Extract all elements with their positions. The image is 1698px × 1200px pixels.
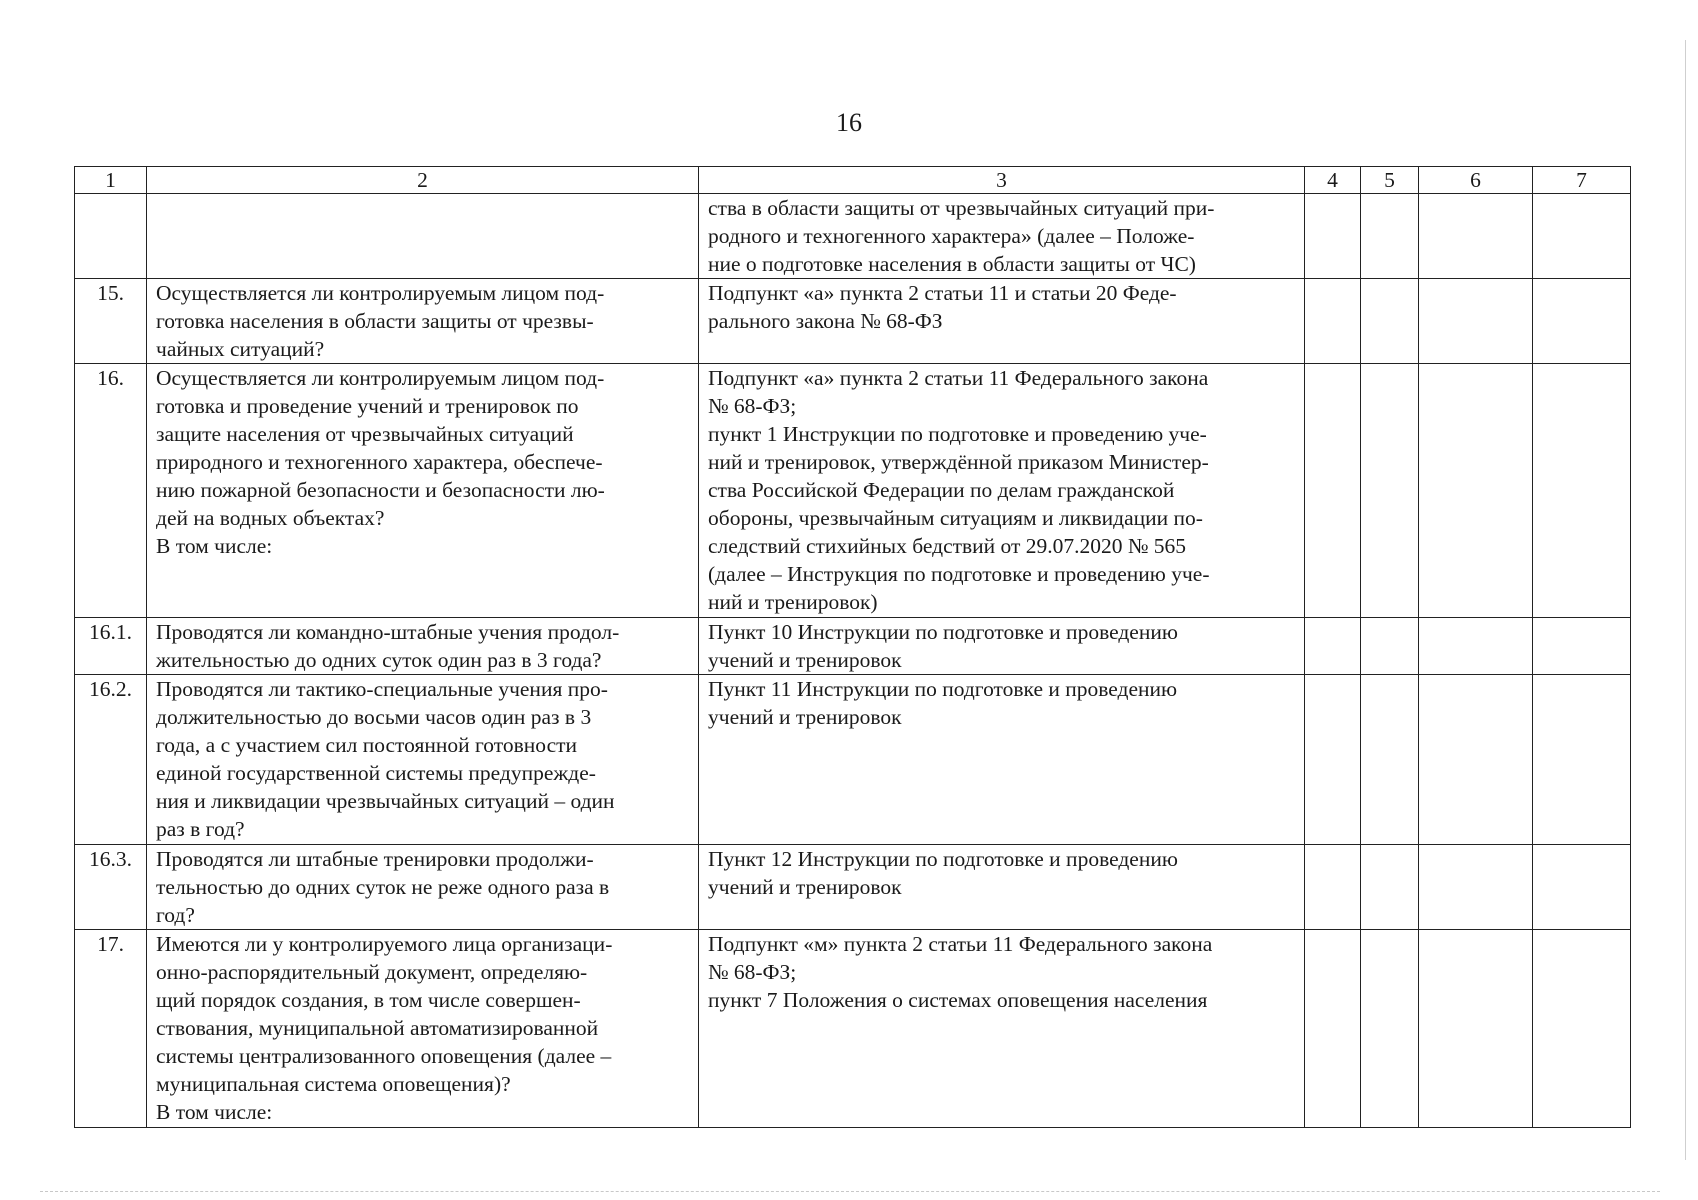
question-line: В том числе: xyxy=(156,1100,273,1124)
legal-basis-cell xyxy=(699,194,1305,279)
answer-cell-6 xyxy=(1419,194,1533,279)
answer-cell-4 xyxy=(1305,364,1361,618)
basis-line: Подпункт «а» пункта 2 статьи 11 и статьи 20 Феде- xyxy=(708,281,1177,305)
answer-cell-5 xyxy=(1361,618,1419,675)
question-cell xyxy=(147,279,699,364)
question-cell xyxy=(147,618,699,675)
answer-cell-6 xyxy=(1419,279,1533,364)
basis-line: Пункт 11 Инструкции по подготовке и проведению xyxy=(708,677,1178,701)
question-line: Осуществляется ли контролируемым лицом под- xyxy=(156,281,605,305)
row-number: 16.3. xyxy=(75,845,147,930)
answer-cell-5 xyxy=(1361,930,1419,1128)
question-line: Проводятся ли штабные тренировки продолжи- xyxy=(156,847,594,871)
basis-line: рального закона № 68-ФЗ xyxy=(708,309,943,333)
legal-basis-cell xyxy=(699,845,1305,930)
question-line: готовка населения в области защиты от чрезвы- xyxy=(156,309,594,333)
basis-line: ние о подготовке населения в области защиты от ЧС) xyxy=(708,252,1196,276)
header-row xyxy=(75,167,1631,194)
basis-line: ний и тренировок, утверждённой приказом Министер- xyxy=(708,450,1209,474)
header-cell-4: 4 xyxy=(1305,167,1361,194)
row-number: 16. xyxy=(75,364,147,618)
question-cell xyxy=(147,364,699,618)
basis-line: № 68-ФЗ; xyxy=(708,394,797,418)
table-row xyxy=(75,618,1631,675)
header-cell-1: 1 xyxy=(75,167,147,194)
row-number xyxy=(75,194,147,279)
question-line: онно-распорядительный документ, определяю- xyxy=(156,960,588,984)
answer-cell-4 xyxy=(1305,930,1361,1128)
basis-line: (далее – Инструкция по подготовке и проведению уче- xyxy=(708,562,1210,586)
answer-cell-6 xyxy=(1419,675,1533,845)
table-row xyxy=(75,675,1631,845)
answer-cell-7 xyxy=(1533,845,1631,930)
scan-edge-bottom xyxy=(40,1190,1660,1192)
answer-cell-7 xyxy=(1533,618,1631,675)
answer-cell-5 xyxy=(1361,675,1419,845)
question-line: должительностью до восьми часов один раз в 3 xyxy=(156,705,592,729)
question-line: системы централизованного оповещения (далее – xyxy=(156,1044,612,1068)
answer-cell-7 xyxy=(1533,279,1631,364)
question-line: дей на водных объектах? xyxy=(156,506,385,530)
basis-line: № 68-ФЗ; xyxy=(708,960,797,984)
question-cell xyxy=(147,930,699,1128)
question-line: тельностью до одних суток не реже одного раза в xyxy=(156,875,610,899)
basis-line: Пункт 12 Инструкции по подготовке и проведению xyxy=(708,847,1178,871)
question-line: Проводятся ли тактико-специальные учения про- xyxy=(156,677,608,701)
question-line: Проводятся ли командно-штабные учения продол- xyxy=(156,620,620,644)
question-line: раз в год? xyxy=(156,817,245,841)
answer-cell-5 xyxy=(1361,194,1419,279)
answer-cell-5 xyxy=(1361,279,1419,364)
question-line: Осуществляется ли контролируемым лицом под- xyxy=(156,366,605,390)
legal-basis-cell xyxy=(699,364,1305,618)
question-line: ния и ликвидации чрезвычайных ситуаций – один xyxy=(156,789,615,813)
question-line: года, а с участием сил постоянной готовности xyxy=(156,733,578,757)
row-number: 17. xyxy=(75,930,147,1128)
question-line: щий порядок создания, в том числе совершен- xyxy=(156,988,581,1012)
table-row xyxy=(75,930,1631,1128)
basis-line: ства в области защиты от чрезвычайных ситуаций при- xyxy=(708,196,1215,220)
answer-cell-4 xyxy=(1305,194,1361,279)
basis-line: учений и тренировок xyxy=(708,705,902,729)
answer-cell-7 xyxy=(1533,930,1631,1128)
question-line: чайных ситуаций? xyxy=(156,337,325,361)
answer-cell-5 xyxy=(1361,845,1419,930)
answer-cell-7 xyxy=(1533,364,1631,618)
table-row xyxy=(75,364,1631,618)
row-number: 16.1. xyxy=(75,618,147,675)
answer-cell-6 xyxy=(1419,618,1533,675)
basis-line: учений и тренировок xyxy=(708,648,902,672)
answer-cell-7 xyxy=(1533,194,1631,279)
question-line: природного и техногенного характера, обеспече- xyxy=(156,450,603,474)
basis-line: Пункт 10 Инструкции по подготовке и проведению xyxy=(708,620,1178,644)
question-line: жительностью до одних суток один раз в 3 года? xyxy=(156,648,602,672)
table-row xyxy=(75,194,1631,279)
scan-edge-right xyxy=(1685,40,1686,1160)
question-line: муниципальная система оповещения)? xyxy=(156,1072,511,1096)
row-number: 16.2. xyxy=(75,675,147,845)
question-line: год? xyxy=(156,903,195,927)
answer-cell-7 xyxy=(1533,675,1631,845)
legal-basis-cell xyxy=(699,675,1305,845)
question-cell xyxy=(147,675,699,845)
question-line: единой государственной системы предупрежде- xyxy=(156,761,596,785)
basis-line: родного и техногенного характера» (далее – Положе- xyxy=(708,224,1195,248)
question-line: В том числе: xyxy=(156,534,273,558)
answer-cell-6 xyxy=(1419,845,1533,930)
header-cell-5: 5 xyxy=(1361,167,1419,194)
basis-line: пункт 7 Положения о системах оповещения населения xyxy=(708,988,1208,1012)
basis-line: Подпункт «а» пункта 2 статьи 11 Федерального закона xyxy=(708,366,1209,390)
basis-line: следствий стихийных бедствий от 29.07.2020 № 565 xyxy=(708,534,1187,558)
answer-cell-4 xyxy=(1305,675,1361,845)
header-cell-6: 6 xyxy=(1419,167,1533,194)
basis-line: Подпункт «м» пункта 2 статьи 11 Федерального закона xyxy=(708,932,1213,956)
question-cell xyxy=(147,845,699,930)
question-cell xyxy=(147,194,699,279)
question-line: защите населения от чрезвычайных ситуаций xyxy=(156,422,574,446)
row-number: 15. xyxy=(75,279,147,364)
header-cell-7: 7 xyxy=(1533,167,1631,194)
basis-line: ний и тренировок) xyxy=(708,590,878,614)
answer-cell-4 xyxy=(1305,279,1361,364)
basis-line: учений и тренировок xyxy=(708,875,902,899)
basis-line: пункт 1 Инструкции по подготовке и проведению уче- xyxy=(708,422,1207,446)
header-cell-2: 2 xyxy=(147,167,699,194)
answer-cell-4 xyxy=(1305,845,1361,930)
checklist-table xyxy=(74,166,1631,1128)
legal-basis-cell xyxy=(699,279,1305,364)
legal-basis-cell xyxy=(699,618,1305,675)
table-row xyxy=(75,845,1631,930)
header-cell-3: 3 xyxy=(699,167,1305,194)
answer-cell-5 xyxy=(1361,364,1419,618)
page-number: 16 xyxy=(836,108,862,137)
question-line: нию пожарной безопасности и безопасности лю- xyxy=(156,478,605,502)
question-line: Имеются ли у контролируемого лица организаци- xyxy=(156,932,613,956)
table-body xyxy=(75,194,1631,1128)
answer-cell-4 xyxy=(1305,618,1361,675)
basis-line: ства Российской Федерации по делам гражданской xyxy=(708,478,1175,502)
basis-line: обороны, чрезвычайным ситуациям и ликвидации по- xyxy=(708,506,1203,530)
answer-cell-6 xyxy=(1419,364,1533,618)
question-line: готовка и проведение учений и тренировок по xyxy=(156,394,579,418)
question-line: ствования, муниципальной автоматизированной xyxy=(156,1016,599,1040)
legal-basis-cell xyxy=(699,930,1305,1128)
table-row xyxy=(75,279,1631,364)
answer-cell-6 xyxy=(1419,930,1533,1128)
